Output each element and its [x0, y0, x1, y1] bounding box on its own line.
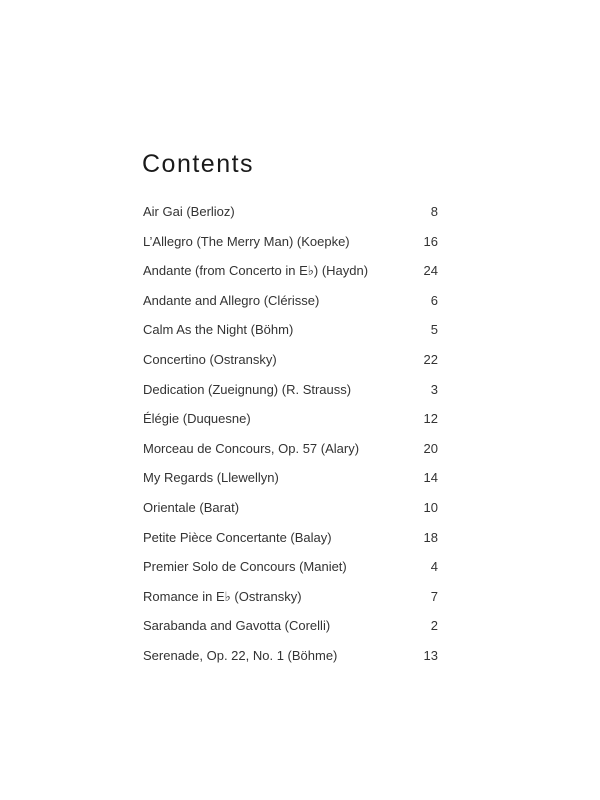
entry-title: Concertino (Ostransky): [143, 351, 277, 367]
list-item[interactable]: [143, 441, 438, 471]
entry-page: 4: [430, 559, 438, 575]
list-item[interactable]: [143, 530, 438, 560]
entry-page: 16: [423, 233, 438, 249]
entry-page: 24: [423, 263, 438, 279]
entry-title: Romance in E♭ (Ostransky): [143, 588, 302, 604]
list-item[interactable]: [143, 648, 438, 678]
list-item[interactable]: [143, 470, 438, 500]
entry-page: 13: [423, 647, 438, 663]
entry-page: 22: [423, 351, 438, 367]
list-item[interactable]: [143, 618, 438, 648]
entry-page: 14: [423, 470, 438, 486]
page-title: Contents: [142, 149, 255, 178]
entry-title: Premier Solo de Concours (Maniet): [143, 559, 347, 575]
list-item[interactable]: [143, 411, 438, 441]
entry-title: Orientale (Barat): [143, 499, 240, 515]
list-item[interactable]: [143, 293, 438, 323]
list-item[interactable]: [143, 352, 438, 382]
contents-list: [143, 204, 438, 678]
entry-page: 6: [430, 292, 438, 308]
entry-title: Air Gai (Berlioz): [143, 204, 235, 219]
entry-page: 18: [423, 529, 438, 545]
entry-title: My Regards (Llewellyn): [143, 470, 279, 486]
entry-title: Serenade, Op. 22, No. 1 (Böhme): [143, 647, 338, 663]
list-item[interactable]: [143, 322, 438, 352]
entry-title: Dedication (Zueignung) (R. Strauss): [143, 381, 352, 397]
entry-title: Sarabanda and Gavotta (Corelli): [143, 618, 331, 634]
entry-title: Morceau de Concours, Op. 57 (Alary): [143, 440, 360, 456]
list-item[interactable]: [143, 589, 438, 619]
entry-title: Andante and Allegro (Clérisse): [143, 292, 320, 308]
list-item[interactable]: [143, 204, 438, 234]
entry-page: 7: [430, 588, 438, 604]
list-item[interactable]: [143, 382, 438, 412]
entry-page: 2: [430, 618, 438, 634]
entry-title: Élégie (Duquesne): [143, 411, 251, 427]
entry-title: Andante (from Concerto in E♭) (Haydn): [143, 263, 369, 279]
entry-page: 12: [423, 411, 438, 427]
entry-page: 10: [423, 499, 438, 515]
list-item[interactable]: [143, 500, 438, 530]
list-item[interactable]: [143, 234, 438, 264]
entry-page: 8: [430, 204, 438, 219]
entry-page: 5: [430, 322, 438, 338]
list-item[interactable]: [143, 263, 438, 293]
list-item[interactable]: [143, 559, 438, 589]
entry-title: Calm As the Night (Böhm): [143, 322, 294, 338]
entry-title: Petite Pièce Concertante (Balay): [143, 529, 332, 545]
entry-page: 3: [430, 381, 438, 397]
entry-page: 20: [423, 440, 438, 456]
entry-title: L’Allegro (The Merry Man) (Koepke): [143, 233, 350, 249]
